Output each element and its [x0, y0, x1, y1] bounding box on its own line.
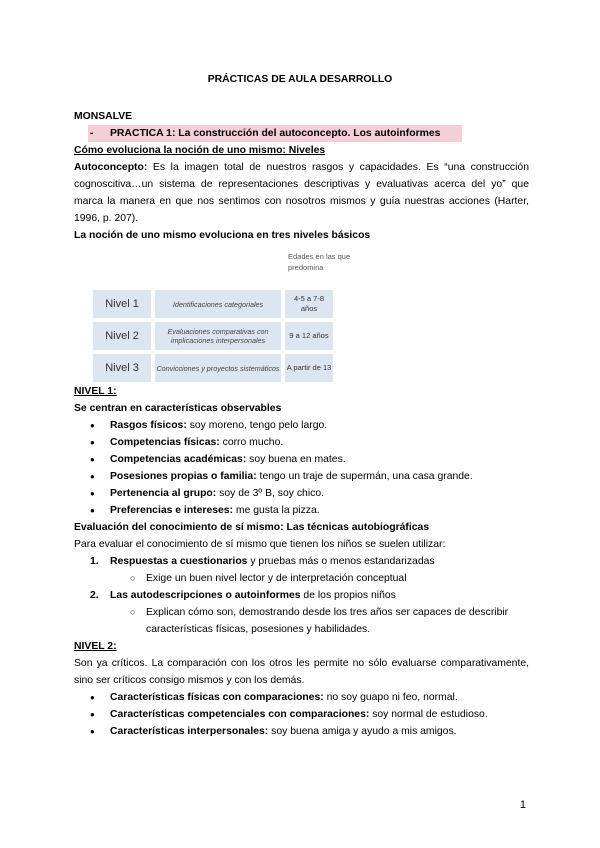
table-row	[93, 354, 333, 382]
description-cell: Evaluaciones comparativas con implicaciones interpersonales	[151, 322, 281, 350]
bullet-term: Preferencias e intereses:	[110, 505, 234, 516]
description-cell: Convicciones y proyectos sistemáticos	[151, 354, 281, 382]
item-term: Las autodescripciones o autoinformes	[110, 590, 301, 601]
item-text: de los propios niños	[300, 590, 396, 601]
dash-marker: -	[90, 128, 94, 139]
nivel2-paragraph: Son ya críticos. La comparación con los otros les permite no sólo evaluarse comparativamente, sino ser críticos consigo mismos y con los demás.	[74, 658, 529, 686]
bullet-text: no soy guapo ni feo, normal.	[323, 692, 458, 703]
autoconcepto-paragraph	[74, 159, 529, 227]
section-heading: Cómo evoluciona la noción de uno mismo: Niveles	[74, 145, 326, 156]
page-number: 1	[519, 799, 526, 811]
autoconcepto-term: Autoconcepto:	[74, 162, 148, 173]
autoconcepto-text: Es la imagen total de nuestros rasgos y capacidades. Es “una construcción cognoscitiva…un sistema de representaciones descriptivas y evaluativas acerca del yo” que marca la manera en que nos sentimos con nosotros mismos y guía nuestras acciones (Harter, 1996, p. 207).	[74, 162, 529, 224]
circle-bullet-icon: ○	[130, 573, 136, 583]
item-text: y pruebas más o menos estandarizadas	[247, 556, 435, 567]
ages-cell: 4-5 a 7-8 años	[281, 290, 333, 318]
list-item	[74, 502, 529, 519]
bullet-text: soy normal de estudioso.	[369, 709, 488, 720]
document-body	[74, 108, 529, 740]
nivel1-subheading: Se centran en características observables	[74, 403, 282, 414]
bullet-term: Pertenencia al grupo:	[110, 488, 217, 499]
practice-label: PRACTICA 1: La construcción del autoconcepto. Los autoinformes	[110, 128, 441, 139]
levels-intro: La noción de uno mismo evoluciona en tres niveles básicos	[74, 230, 371, 241]
bullet-text: soy moreno, tengo pelo largo.	[186, 420, 328, 431]
numbered-item	[74, 553, 529, 570]
level-cell: Nivel 3	[93, 354, 151, 382]
list-item	[74, 706, 529, 723]
bullet-text: soy de 3º B, soy chico.	[216, 488, 325, 499]
list-item	[74, 723, 529, 740]
description-cell: Identificaciones categoriales	[151, 290, 281, 318]
sub-item-text: Exige un buen nivel lector y de interpretación conceptual	[146, 573, 407, 584]
item-number: 1.	[90, 556, 99, 567]
bullet-term: Características competenciales con comparaciones:	[110, 709, 370, 720]
level-cell: Nivel 1	[93, 290, 151, 318]
level-cell: Nivel 2	[93, 322, 151, 350]
circle-bullet-icon: ○	[130, 607, 136, 617]
bullet-term: Competencias físicas:	[110, 437, 220, 448]
sub-item	[74, 570, 529, 587]
nivel1-heading: NIVEL 1:	[74, 386, 117, 397]
page-title: PRÁCTICAS DE AULA DESARROLLO	[207, 74, 393, 85]
levels-table	[93, 286, 333, 386]
nivel2-bullet-list	[74, 689, 529, 740]
list-item	[74, 451, 529, 468]
bullet-term: Características interpersonales:	[110, 726, 269, 737]
bullet-text: me gusta la pizza.	[233, 505, 320, 516]
bullet-term: Rasgos físicos:	[110, 420, 187, 431]
sub-item	[74, 604, 529, 638]
item-term: Respuestas a cuestionarios	[110, 556, 248, 567]
numbered-item	[74, 587, 529, 604]
ages-cell: 9 a 12 años	[281, 322, 333, 350]
evaluation-intro: Para evaluar el conocimiento de sí mismo que tienen los niños se suelen utilizar:	[74, 539, 446, 550]
nivel2-heading: NIVEL 2:	[74, 641, 117, 652]
item-number: 2.	[90, 590, 99, 601]
table-row	[93, 322, 333, 350]
bullet-text: corro mucho.	[219, 437, 284, 448]
list-item	[74, 689, 529, 706]
bullet-text: tengo un traje de supermán, una casa grande.	[256, 471, 473, 482]
practice-heading	[88, 125, 462, 142]
list-item	[74, 468, 529, 485]
bullet-term: Competencias académicas:	[110, 454, 247, 465]
bullet-text: soy buena amiga y ayudo a mis amigos.	[268, 726, 457, 737]
list-item	[74, 417, 529, 434]
bullet-text: soy buena en mates.	[246, 454, 346, 465]
table-row	[93, 290, 333, 318]
levels-table-figure	[74, 244, 529, 383]
evaluation-heading: Evaluación del conocimiento de sí mismo: Las técnicas autobiográficas	[74, 522, 430, 533]
ages-cell: A partir de 13	[281, 354, 333, 382]
ages-column-header: Edades en las que predomina	[288, 252, 351, 272]
bullet-term: Características físicas con comparaciones:	[110, 692, 324, 703]
bullet-term: Posesiones propias o familia:	[110, 471, 257, 482]
list-item	[74, 434, 529, 451]
list-item	[74, 485, 529, 502]
nivel1-bullet-list	[74, 417, 529, 519]
sub-item-text: Explican cómo son, demostrando desde los tres años ser capaces de describir características físicas, posesiones y habilidades.	[146, 607, 509, 635]
author-name: MONSALVE	[74, 111, 133, 122]
